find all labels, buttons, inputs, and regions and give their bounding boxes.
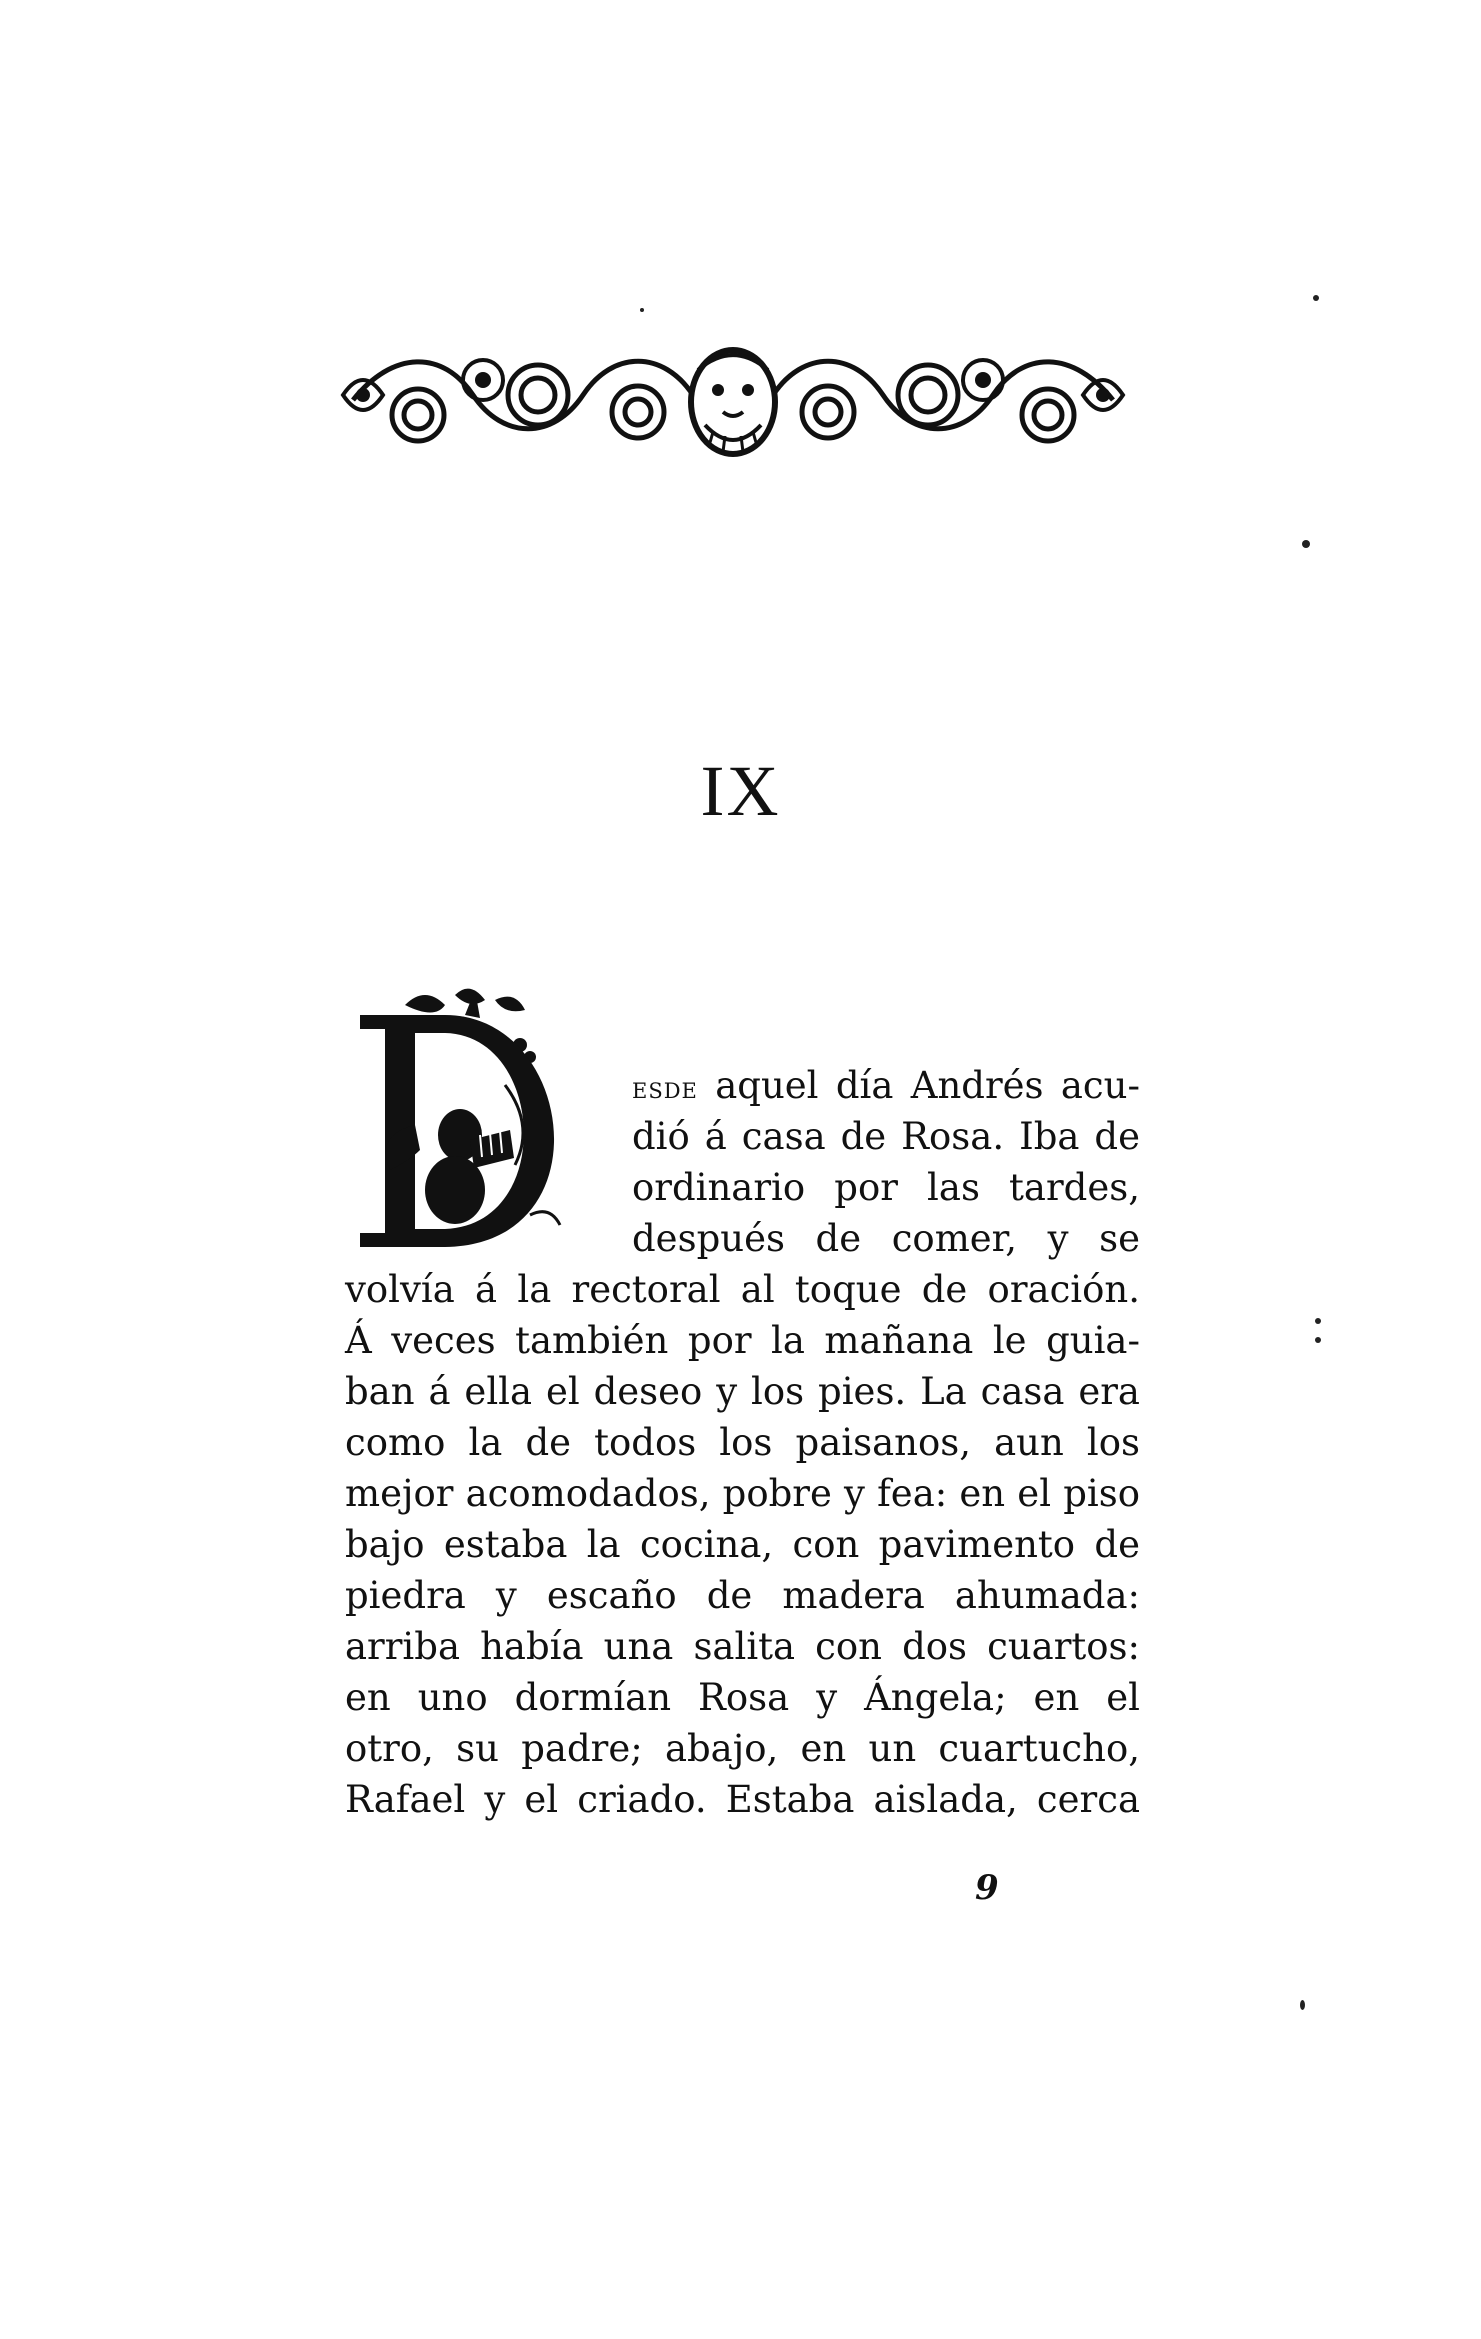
page-number: 9	[975, 1868, 999, 1908]
text-line: piedra y escaño de madera ahumada:	[345, 1574, 1140, 1617]
text-line: otro, su padre; abajo, en un cuartucho,	[345, 1727, 1140, 1770]
scan-speck	[1302, 540, 1310, 548]
text-line: dió á casa de Rosa. Iba de	[632, 1115, 1140, 1158]
text-line: Rafael y el criado. Estaba aislada, cerca	[345, 1778, 1140, 1821]
text-line: en uno dormían Rosa y Ángela; en el	[345, 1676, 1140, 1719]
scan-speck	[1315, 1337, 1321, 1343]
first-line-rest: aquel día Andrés acu-	[697, 1064, 1140, 1107]
text-line: volvía á la rectoral al toque de oración.	[345, 1268, 1140, 1311]
decorated-initial	[345, 985, 610, 1270]
scan-speck	[1300, 2000, 1305, 2010]
text-line: bajo estaba la cocina, con pavimento de	[345, 1523, 1140, 1566]
scan-speck	[640, 308, 644, 312]
chapter-number: IX	[700, 751, 781, 831]
text-line: ordinario por las tardes,	[632, 1166, 1140, 1209]
ornamental-headpiece	[333, 340, 1133, 460]
text-line: mejor acomodados, pobre y fea: en el piso	[345, 1472, 1140, 1515]
text-line: como la de todos los paisanos, aun los	[345, 1421, 1140, 1464]
text-line: arriba había una salita con dos cuartos:	[345, 1625, 1140, 1668]
text-line: Á veces también por la mañana le guia-	[345, 1319, 1140, 1362]
text-line: ban á ella el deseo y los pies. La casa era	[345, 1370, 1140, 1413]
scan-speck	[1315, 1318, 1321, 1324]
text-line	[632, 1060, 1140, 1112]
text-line: después de comer, y se	[632, 1217, 1140, 1260]
scan-speck	[1313, 295, 1319, 301]
lead-small-caps: esde	[632, 1071, 698, 1106]
